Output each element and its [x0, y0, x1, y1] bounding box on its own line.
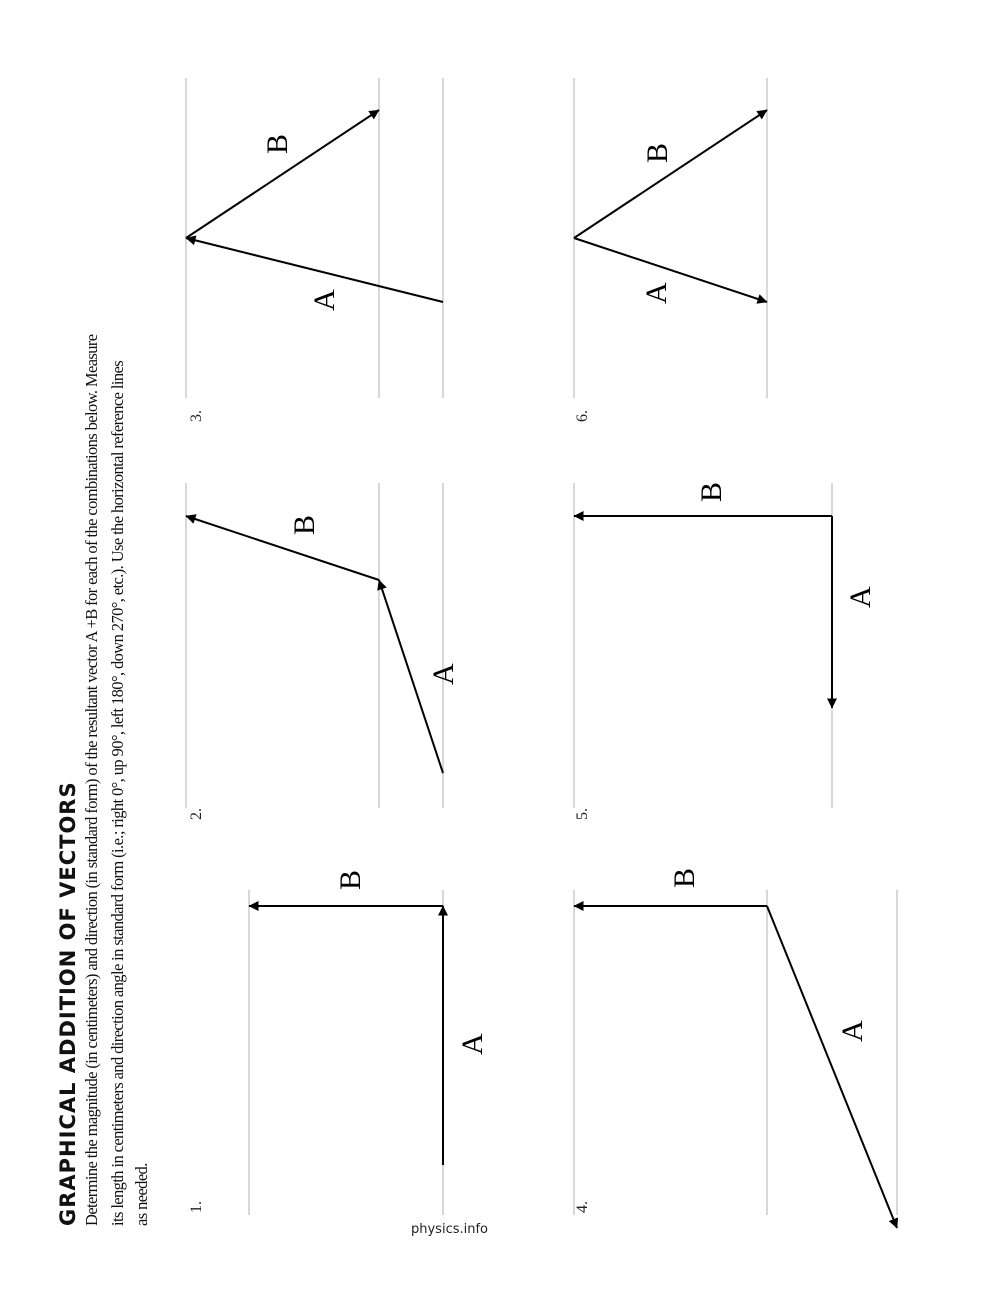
problem-number-5: 5. [574, 808, 591, 820]
problem-number-1: 1. [188, 1201, 205, 1213]
vector-b-label: B [641, 142, 674, 163]
problem-number-3: 3. [188, 410, 205, 422]
vector-b-arrow [574, 110, 767, 238]
vector-b-label: B [334, 869, 367, 890]
vector-b-label: B [668, 867, 701, 888]
problem-4-diagram [574, 868, 897, 1228]
vector-b-arrow [186, 516, 379, 580]
vector-a-label: A [836, 1020, 869, 1042]
vector-a-label: A [427, 663, 460, 685]
problem-6-diagram [574, 78, 767, 398]
vector-b-label: B [288, 514, 321, 535]
problem-number-2: 2. [188, 808, 205, 820]
vector-a-label: A [456, 1033, 489, 1055]
vector-a-label: A [844, 586, 877, 608]
instructions-line-1: Determine the magnitude (in centimeters) and direction (in standard form) of the resultant vector A +B for each of the combinations below. Measure [82, 334, 101, 1226]
worksheet-title: GRAPHICAL ADDITION OF VECTORS [56, 781, 80, 1226]
vector-a-label: A [308, 289, 341, 311]
problem-number-6: 6. [574, 410, 591, 422]
vector-b-label: B [261, 133, 294, 154]
problem-2-diagram [186, 483, 460, 808]
instructions-line-2: its length in centimeters and direction angle in standard form (i.e.; right 0°, up 90°, left 180°, down 270°, etc.). Use the horizontal reference lines [108, 360, 127, 1226]
vector-a-arrow [767, 906, 897, 1228]
problem-1-diagram [249, 870, 489, 1215]
problem-number-4: 4. [574, 1201, 591, 1213]
vector-b-arrow [186, 110, 379, 238]
problem-5-diagram [574, 482, 877, 808]
vector-b-label: B [695, 481, 728, 502]
instructions-line-3: as needed. [132, 1163, 151, 1226]
footer-source: physics.info [411, 1222, 489, 1237]
problem-3-diagram [186, 78, 443, 398]
vector-a-label: A [640, 282, 673, 304]
